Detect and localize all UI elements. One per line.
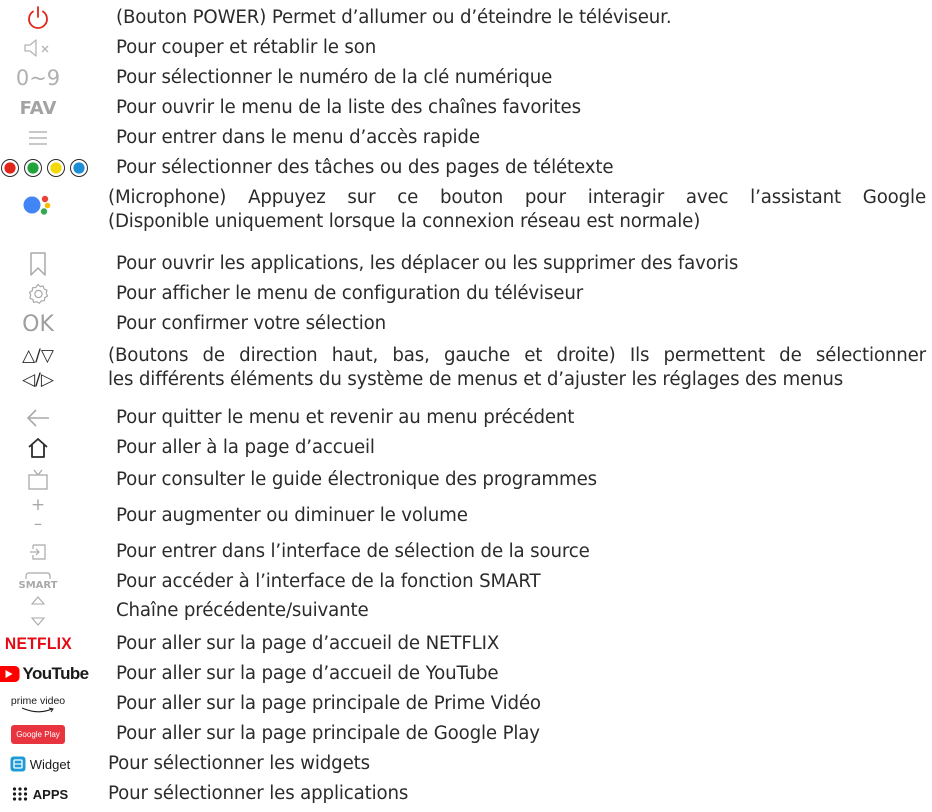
prime-video-label: prime video [10,694,66,707]
fav-label: FAV [19,97,57,119]
prime-video-icon [0,690,76,718]
entry-text: Pour couper et rétablir le son [116,37,377,58]
menu-icon [0,124,76,152]
direction-icon [0,342,76,394]
list-item [0,310,932,338]
number-keys-label: 0~9 [15,66,61,90]
entry-text: Pour entrer dans l’interface de sélection de la source [116,541,590,562]
list-item [0,124,932,152]
home-icon [0,434,76,462]
list-item [0,184,932,240]
entry-text: Pour sélectionner le numéro de la clé numérique [116,67,553,88]
entry-text-line: les différents éléments du système de menus et d’ajuster les réglages des menus [108,369,844,390]
netflix-label: NETFLIX [4,634,72,653]
list-item [0,594,932,628]
smart-icon [0,566,76,596]
entry-text-line: (Microphone) Appuyez sur ce bouton pour interagir avec l’assistant Google [108,187,926,208]
volume-minus-label: – [33,514,43,534]
entry-text-line: (Boutons de direction haut, bas, gauche et droite) Ils permettent de sélectionner [108,345,926,366]
netflix-icon [0,630,76,658]
entry-text: Pour aller à la page d’accueil [116,437,375,458]
google-play-icon [0,720,76,748]
list-item [0,566,932,596]
list-item [0,154,932,182]
direction-up-down-label: △/▽ [22,346,54,366]
list-item [0,250,932,278]
google-play-label: Google Play [16,729,60,739]
list-item [0,538,932,566]
guide-tv-icon [0,466,76,494]
fav-icon [0,94,76,122]
youtube-icon [0,660,92,688]
list-item [0,34,932,62]
entry-text: (Bouton POWER) Permet d’allumer ou d’éteindre le téléviseur. [116,7,672,28]
widget-label: Widget [29,756,71,772]
list-item [0,494,932,536]
channel-up-down-icon [0,594,76,628]
entry-text: Pour ouvrir les applications, les déplacer ou les supprimer des favoris [116,253,739,274]
list-item [0,780,932,808]
list-item [0,94,932,122]
direction-left-right-label: ◁/▷ [22,370,54,390]
mute-icon [0,34,76,62]
number-keys-icon [0,64,76,92]
list-item [0,750,932,778]
volume-plus-label: + [30,495,46,515]
entry-text: Pour aller sur la page d’accueil de YouTube [116,663,499,684]
source-input-icon [0,538,76,566]
list-item [0,660,932,688]
smart-label: SMART [18,579,58,591]
list-item [0,64,932,92]
entry-text: Pour ouvrir le menu de la liste des chaînes favorites [116,97,581,118]
entry-text: Pour afficher le menu de configuration du téléviseur [116,283,584,304]
entry-text: Pour entrer dans le menu d’accès rapide [116,127,480,148]
entry-text [108,186,926,234]
entry-text: Pour aller sur la page d’accueil de NETFLIX [116,633,500,654]
list-item [0,404,932,432]
power-icon [0,4,76,32]
list-item [0,342,932,398]
youtube-label: YouTube [22,664,89,683]
entry-text: Pour quitter le menu et revenir au menu précédent [116,407,575,428]
volume-icon [0,494,76,536]
apps-label: APPS [32,786,69,802]
list-item [0,720,932,748]
list-item [0,690,932,718]
entry-text: Pour sélectionner des tâches ou des pages de télétexte [116,157,614,178]
entry-text: Pour consulter le guide électronique des programmes [116,469,597,490]
settings-icon [0,280,76,308]
widget-icon [0,750,88,778]
back-arrow-icon [0,404,76,432]
entry-text: Pour sélectionner les applications [108,783,409,804]
list-item [0,280,932,308]
entry-text: Pour aller sur la page principale de Google Play [116,723,540,744]
entry-text-line: (Disponible uniquement lorsque la connexion réseau est normale) [108,211,701,232]
entry-text: Chaîne précédente/suivante [116,600,369,621]
ok-icon [0,310,76,338]
list-item [0,4,932,32]
entry-text: Pour aller sur la page principale de Prime Vidéo [116,693,541,714]
list-item [0,434,932,462]
ok-label: OK [22,311,54,337]
google-assistant-icon [0,190,76,220]
list-item [0,630,932,658]
entry-text [108,344,926,392]
entry-text: Pour accéder à l’interface de la fonction SMART [116,571,541,592]
entry-text: Pour augmenter ou diminuer le volume [116,505,468,526]
entry-text: Pour sélectionner les widgets [108,753,370,774]
entry-text: Pour confirmer votre sélection [116,313,386,334]
list-item [0,466,932,494]
color-buttons-icon [0,154,96,182]
apps-icon [0,780,88,808]
bookmark-icon [0,250,76,278]
